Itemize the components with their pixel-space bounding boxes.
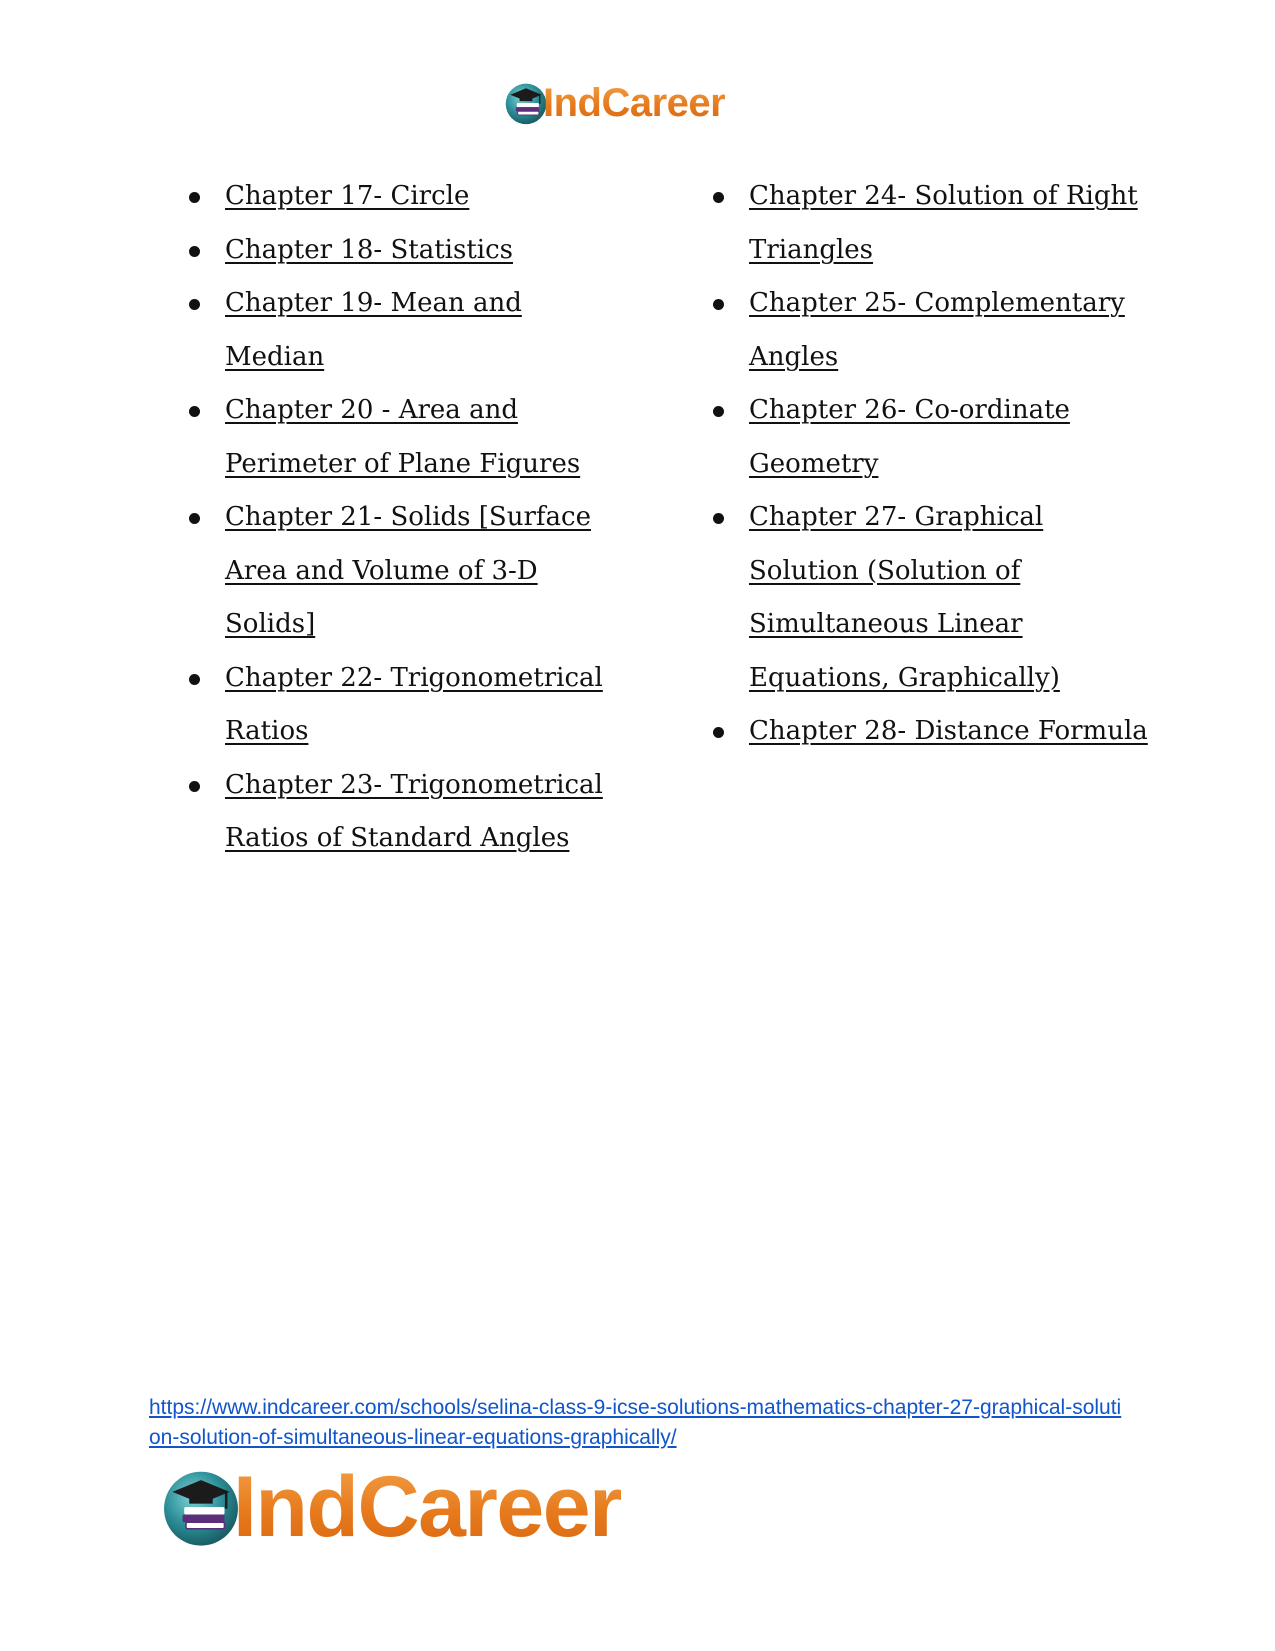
header-logo-text: IndCareer (543, 80, 726, 125)
chapter-22-link[interactable]: Chapter 22- Trigonometrical Ratios (225, 662, 603, 746)
list-item (189, 491, 629, 652)
footer-url-link[interactable]: https://www.indcareer.com/schools/selina-class-9-icse-solutions-mathematics-chapter-27-graphical-solution-solution-of-simultaneous-linear-equations-graphically/ (149, 1396, 1122, 1449)
list-item (713, 384, 1153, 491)
chapter-17-link[interactable]: Chapter 17- Circle (225, 181, 470, 211)
list-item (713, 491, 1153, 705)
chapter-19-link[interactable]: Chapter 19- Mean and Median (225, 288, 522, 372)
chapter-23-link[interactable]: Chapter 23- Trigonometrical Ratios of Standard Angles (225, 769, 603, 853)
list-item (189, 224, 629, 278)
list-item (189, 277, 629, 384)
footer-logo-text: IndCareer (233, 1458, 621, 1555)
chapter-18-link[interactable]: Chapter 18- Statistics (225, 234, 513, 265)
list-item (189, 170, 629, 224)
graduation-cap-books-globe-icon (159, 1465, 243, 1549)
chapter-28-link[interactable]: Chapter 28- Distance Formula (749, 716, 1148, 746)
list-item (713, 277, 1153, 384)
list-item (189, 759, 629, 866)
header-logo (503, 78, 725, 128)
chapter-list-right (713, 170, 1153, 759)
chapter-list-left (189, 170, 629, 866)
list-item (189, 652, 629, 759)
chapter-20-link[interactable]: Chapter 20 - Area and Perimeter of Plane Figures (225, 395, 581, 479)
footer-logo (159, 1458, 621, 1555)
chapter-21-link[interactable]: Chapter 21- Solids [Surface Area and Volume of 3-D Solids] (225, 502, 591, 639)
list-item (713, 705, 1153, 759)
list-item (189, 384, 629, 491)
chapter-26-link[interactable]: Chapter 26- Co-ordinate Geometry (749, 395, 1070, 479)
chapter-27-link[interactable]: Chapter 27- Graphical Solution (Solution of Simultaneous Linear Equations, Graphically) (749, 502, 1060, 693)
list-item (713, 170, 1153, 277)
chapter-25-link[interactable]: Chapter 25- Complementary Angles (749, 288, 1125, 372)
chapter-24-link[interactable]: Chapter 24- Solution of Right Triangles (749, 181, 1138, 265)
